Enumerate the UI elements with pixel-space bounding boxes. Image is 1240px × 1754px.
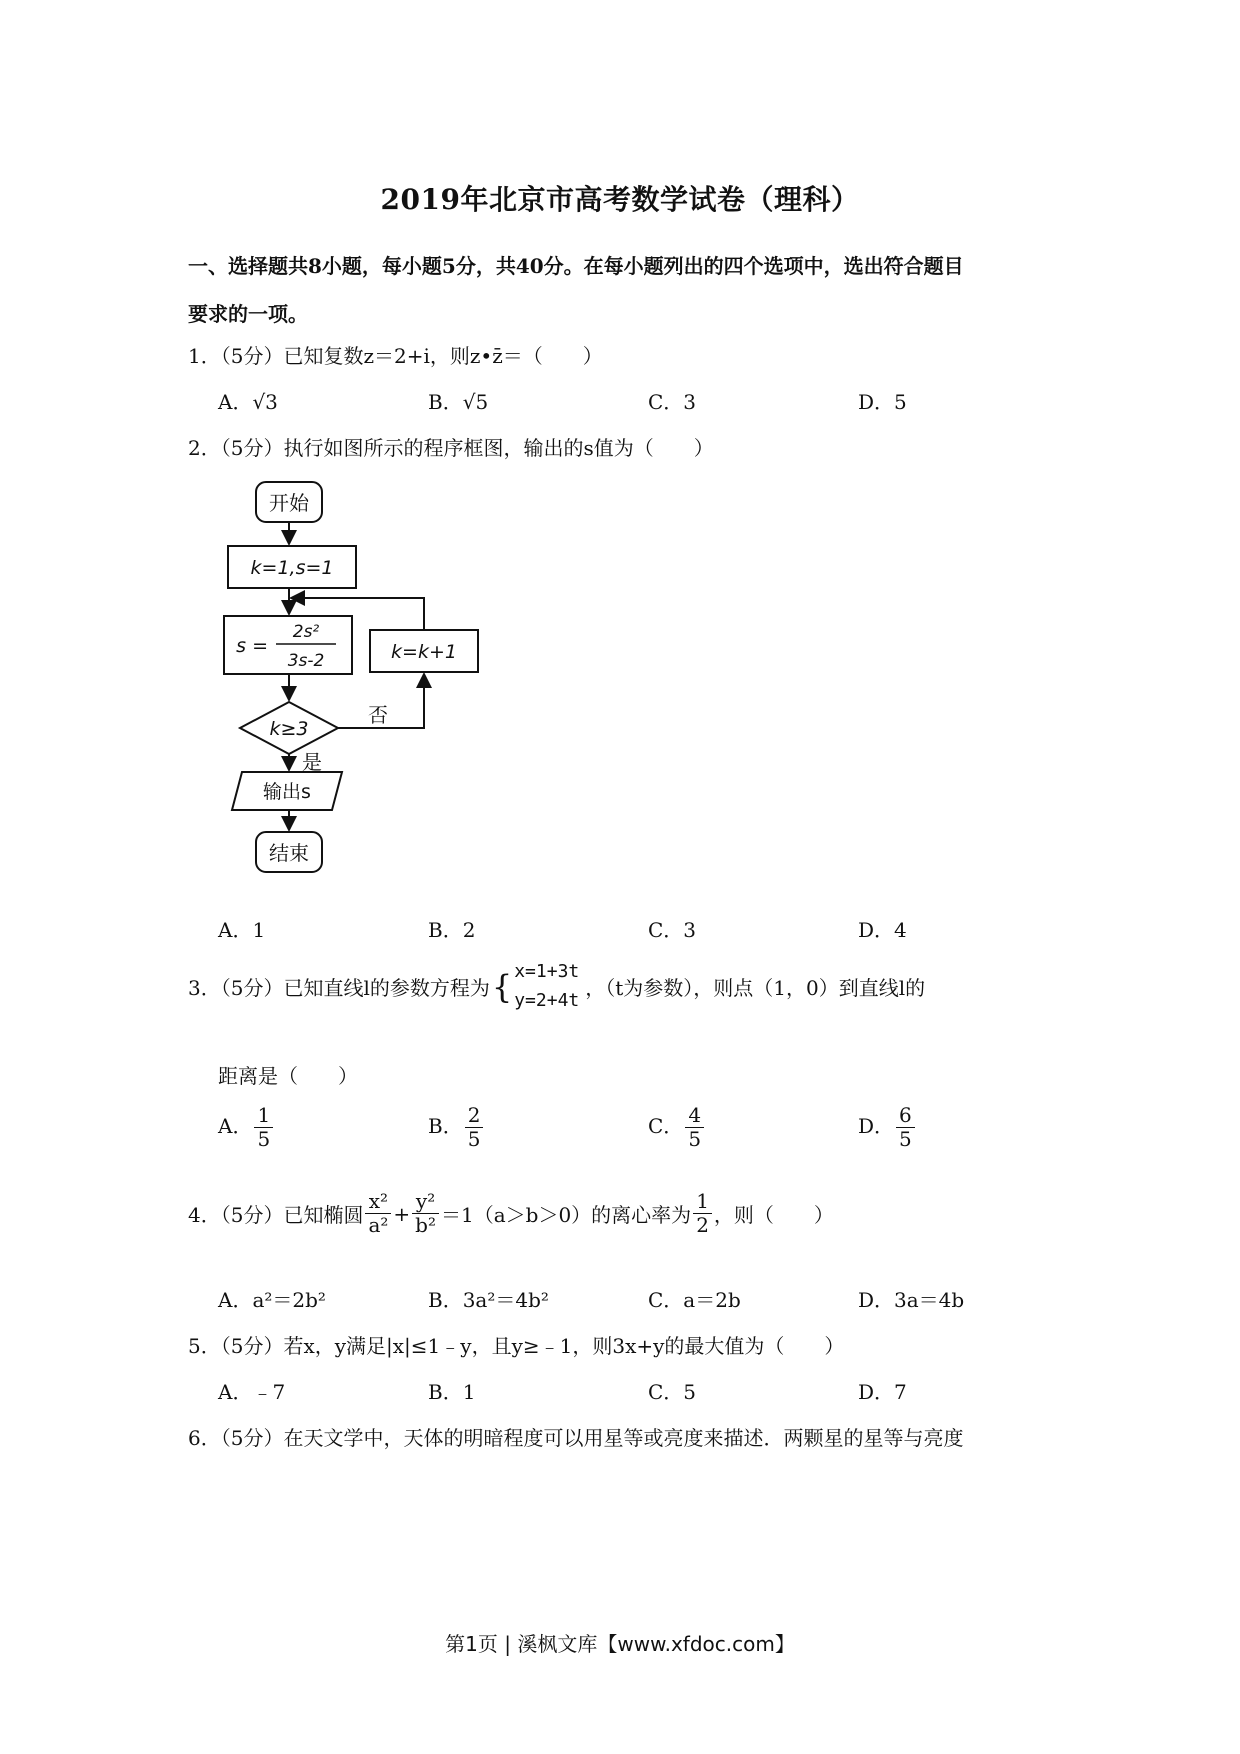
q3-option-d: D． $\frac{6}{5}$	[858, 1104, 917, 1151]
q3-option-c: C． $\frac{4}{5}$	[648, 1104, 706, 1151]
q4-y-fraction: $\frac{\text{y²}}{\text{b²}}$	[412, 1190, 439, 1237]
q3-system-line-1: x=1+3t	[514, 961, 580, 982]
flowchart-assign-lhs: s =	[236, 635, 268, 657]
q1-option-d: D．5	[858, 390, 907, 414]
q3-text-before: 3．（5分）已知直线l的参数方程为	[188, 976, 490, 1001]
q3-text-after: ，（t为参数），则点（1，0）到直线l的	[585, 976, 926, 1001]
question-5: 5．（5分）若x，y满足|x|≤1﹣y，且y≥﹣1，则3x+y的最大值为（ ）	[188, 1334, 845, 1358]
question-4: 4．（5分）已知椭圆 $\frac{\text{x²}}{\text{a²}}$ + $\frac{\text{y²}}{\text{b²}}$ ＝1（a＞b＞0）的离心率为 $\frac{1}{2}$ ，则（ ）	[188, 1189, 834, 1237]
q3-option-b: B． $\frac{2}{5}$	[428, 1104, 485, 1151]
question-2: 2．（5分）执行如图所示的程序框图，输出的s值为（ ）	[188, 436, 714, 460]
flowchart-init-label: k=1,s=1	[250, 557, 334, 579]
q5-option-c: C．5	[648, 1380, 697, 1404]
q2-option-b: B．2	[428, 918, 476, 942]
flowchart-output-label: 输出s	[263, 781, 311, 803]
q5-option-d: D．7	[858, 1380, 907, 1404]
flowchart-end-label: 结束	[269, 841, 309, 865]
q4-option-a: A．a²＝2b²	[218, 1288, 326, 1312]
page-title: 2019年北京市高考数学试卷（理科）	[380, 183, 860, 216]
section-header: 一、选择题共8小题，每小题5分，共40分。在每小题列出的四个选项中，选出符合题目	[188, 254, 964, 278]
q5-option-a: A．﹣7	[218, 1380, 286, 1404]
q4-option-d: D．3a＝4b	[858, 1288, 965, 1312]
q4-option-c: C．a＝2b	[648, 1288, 741, 1312]
question-3-cont: 距离是（ ）	[218, 1064, 358, 1088]
q4-option-b: B．3a²＝4b²	[428, 1288, 549, 1312]
question-3	[188, 958, 925, 1016]
q2-option-d: D．4	[858, 918, 907, 942]
flowchart-condition-label: k≥3	[269, 718, 309, 740]
q3-option-a: A． $\frac{1}{5}$	[218, 1104, 275, 1151]
flowchart-assign-numerator: 2s²	[292, 622, 320, 642]
flowchart-start-label: 开始	[269, 491, 309, 515]
q4-x-fraction: $\frac{\text{x²}}{\text{a²}}$	[365, 1190, 391, 1237]
flowchart-no-label: 否	[368, 703, 388, 727]
q2-option-c: C．3	[648, 918, 697, 942]
q3-system-line-2: y=2+4t	[514, 989, 580, 1011]
question-6: 6．（5分）在天文学中，天体的明暗程度可以用星等或亮度来描述．两颗星的星等与亮度	[188, 1426, 964, 1450]
flowchart-increment-label: k=k+1	[391, 641, 457, 663]
flowchart-yes-label: 是	[302, 750, 322, 774]
q2-option-a: A．1	[218, 918, 266, 942]
q1-option-b: B．√5	[428, 390, 489, 414]
q1-option-a: A．√3	[218, 390, 278, 414]
program-flowchart	[220, 474, 490, 884]
q1-option-c: C．3	[648, 390, 697, 414]
page-footer: 第1页 | 溪枫文库【www.xfdoc.com】	[445, 1632, 795, 1656]
left-brace-icon: {	[491, 967, 513, 1006]
q5-option-b: B．1	[428, 1380, 476, 1404]
question-1: 1．（5分）已知复数z＝2+i，则z•z̄＝（ ）	[188, 344, 603, 368]
section-header-cont: 要求的一项。	[188, 302, 308, 326]
q4-eccentricity-fraction: $\frac{1}{2}$	[693, 1190, 712, 1237]
flowchart-assign-denominator: 3s-2	[287, 651, 325, 671]
